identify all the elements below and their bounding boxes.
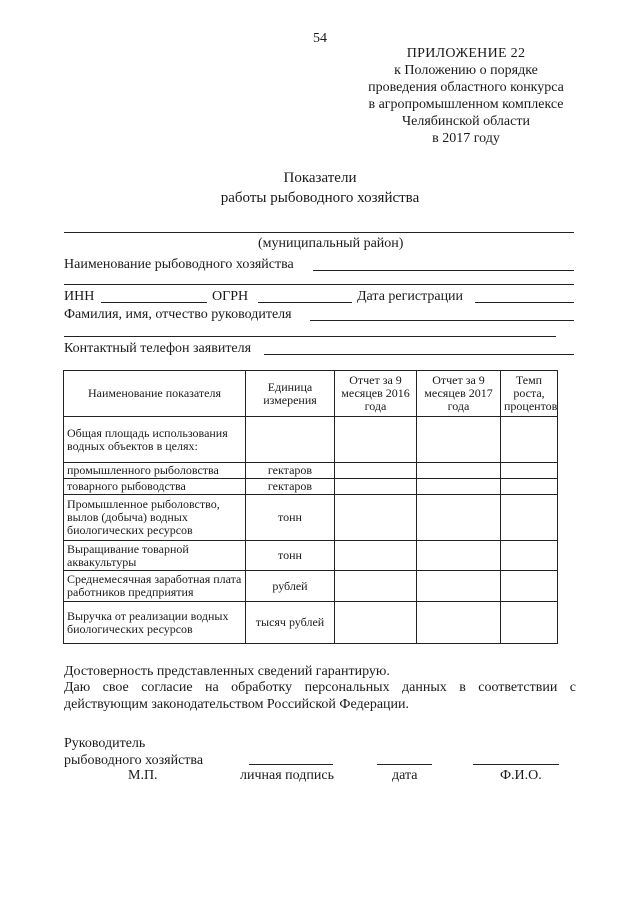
table-row	[64, 571, 558, 602]
row-name: промышленного рыболовства	[64, 463, 246, 479]
consent-statement-line2: действующим законодательством Российской Федерации.	[64, 697, 410, 712]
signature-field-line[interactable]	[249, 764, 333, 765]
farm-name-field-line-2[interactable]	[64, 284, 574, 285]
header-growth-rate: Темп роста, процентов	[501, 371, 558, 417]
registration-date-field-line[interactable]	[475, 302, 574, 303]
row-name: Общая площадь использования водных объектов в целях:	[64, 417, 246, 463]
cell-growth[interactable]	[501, 495, 558, 541]
date-field-line[interactable]	[377, 764, 432, 765]
fio-label: Ф.И.О.	[500, 768, 542, 783]
farm-name-label: Наименование рыбоводного хозяйства	[64, 257, 294, 272]
cell-2017[interactable]	[417, 602, 501, 644]
cell-2017[interactable]	[417, 463, 501, 479]
signature-role-line2: рыбоводного хозяйства	[64, 753, 204, 768]
row-unit: тонн	[246, 495, 335, 541]
stamp-label: М.П.	[128, 768, 158, 783]
cell-growth[interactable]	[501, 541, 558, 571]
cell-2017[interactable]	[417, 479, 501, 495]
title-line: Показатели	[283, 170, 357, 186]
row-name: Выращивание товарной аквакультуры	[64, 541, 246, 571]
appendix-title: ПРИЛОЖЕНИЕ 22	[406, 46, 526, 61]
farm-name-field-line[interactable]	[313, 270, 574, 271]
cell-2016[interactable]	[335, 417, 417, 463]
inn-label: ИНН	[64, 289, 95, 304]
appendix-line: Челябинской области	[402, 114, 530, 129]
table-header-row	[64, 371, 558, 417]
cell-growth[interactable]	[501, 479, 558, 495]
cell-2016[interactable]	[335, 479, 417, 495]
title-line: работы рыбоводного хозяйства	[220, 190, 420, 206]
table-row	[64, 463, 558, 479]
cell-2017[interactable]	[417, 541, 501, 571]
ogrn-label: ОГРН	[212, 289, 249, 304]
head-name-label: Фамилия, имя, отчество руководителя	[64, 307, 292, 322]
header-report-2017: Отчет за 9 месяцев 2017 года	[417, 371, 501, 417]
cell-2017[interactable]	[417, 495, 501, 541]
row-unit: гектаров	[246, 479, 335, 495]
head-name-field-line[interactable]	[310, 320, 574, 321]
appendix-line: в 2017 году	[432, 131, 500, 146]
header-report-2016: Отчет за 9 месяцев 2016 года	[335, 371, 417, 417]
header-unit: Единица измерения	[246, 371, 335, 417]
date-label: дата	[392, 768, 418, 783]
header-indicator-name: Наименование показателя	[64, 371, 246, 417]
accuracy-statement: Достоверность представленных сведений гарантирую.	[64, 664, 390, 679]
table-row	[64, 602, 558, 644]
ogrn-field-line[interactable]	[258, 302, 352, 303]
cell-2017[interactable]	[417, 571, 501, 602]
registration-date-label: Дата регистрации	[357, 289, 464, 304]
district-caption: (муниципальный район)	[258, 236, 404, 251]
row-unit: тонн	[246, 541, 335, 571]
cell-growth[interactable]	[501, 602, 558, 644]
row-name: Среднемесячная заработная плата работников предприятия	[64, 571, 246, 602]
table-row	[64, 541, 558, 571]
cell-2016[interactable]	[335, 463, 417, 479]
appendix-line: в агропромышленном комплексе	[368, 97, 564, 112]
row-unit: гектаров	[246, 463, 335, 479]
row-unit	[246, 417, 335, 463]
row-name: Промышленное рыболовство, вылов (добыча) водных биологических ресурсов	[64, 495, 246, 541]
fio-field-line[interactable]	[473, 764, 559, 765]
table-row	[64, 495, 558, 541]
cell-growth[interactable]	[501, 463, 558, 479]
phone-label: Контактный телефон заявителя	[64, 341, 252, 356]
appendix-line: проведения областного конкурса	[368, 80, 564, 95]
phone-field-line[interactable]	[264, 354, 574, 355]
appendix-line: к Положению о порядке	[394, 63, 538, 78]
cell-2016[interactable]	[335, 602, 417, 644]
district-field-line[interactable]	[64, 232, 574, 233]
page-number: 54	[313, 31, 327, 46]
head-name-field-line-2[interactable]	[64, 336, 556, 337]
document-title	[0, 168, 640, 208]
cell-growth[interactable]	[501, 571, 558, 602]
appendix-block	[358, 45, 574, 147]
signature-label: личная подпись	[240, 768, 334, 783]
inn-field-line[interactable]	[101, 302, 207, 303]
consent-statement-line1: Даю свое согласие на обработку персональных данных в соответствии с	[64, 680, 576, 695]
cell-2017[interactable]	[417, 417, 501, 463]
cell-growth[interactable]	[501, 417, 558, 463]
row-name: товарного рыбоводства	[64, 479, 246, 495]
table-row	[64, 479, 558, 495]
row-name: Выручка от реализации водных биологических ресурсов	[64, 602, 246, 644]
cell-2016[interactable]	[335, 495, 417, 541]
row-unit: тысяч рублей	[246, 602, 335, 644]
indicators-table	[63, 370, 558, 644]
signature-role-line1: Руководитель	[64, 736, 146, 751]
cell-2016[interactable]	[335, 541, 417, 571]
row-unit: рублей	[246, 571, 335, 602]
cell-2016[interactable]	[335, 571, 417, 602]
table-row	[64, 417, 558, 463]
